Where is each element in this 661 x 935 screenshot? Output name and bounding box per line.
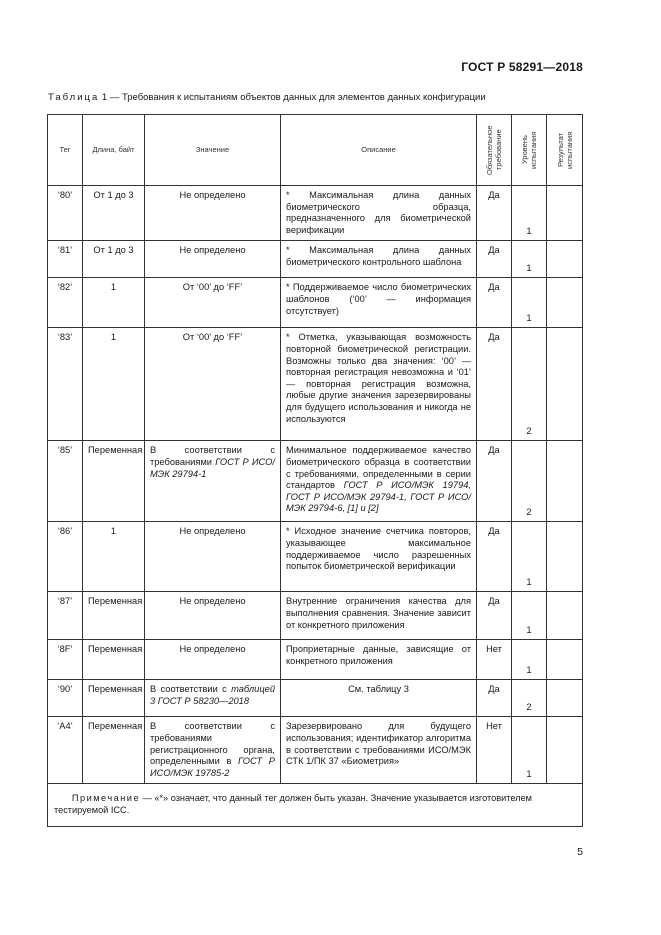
caption-label: Таблица — [48, 92, 100, 103]
cell-description — [281, 680, 477, 717]
value-text: Не определено — [179, 526, 246, 537]
value-reference: ГОСТ Р ИСО/МЭК 29794-1 — [150, 456, 275, 479]
cell-description — [281, 328, 477, 441]
table-header-row — [48, 115, 583, 186]
value-reference: таблицей 3 ГОСТ Р 58230—2018 — [150, 684, 275, 706]
description-reference: ГОСТ Р ИСО/МЭК 19794, ГОСТ Р ИСО/МЭК 29794-1, ГОСТ Р ИСО/МЭК 29794-6, [1] и [2] — [286, 480, 471, 514]
table-row — [48, 680, 583, 717]
description-text: * Максимальная длина данных биометрического образца, предназначенного для биометрической верификации — [286, 190, 471, 235]
description-text: Зарезервировано для будущего использования; идентификатор алгоритма в соответствии с требованиями ИСО/МЭК СТК 1/ПК 37 «Биометрия» — [286, 721, 471, 767]
cell-description — [281, 717, 477, 784]
table-caption — [48, 92, 486, 103]
description-text: * Исходное значение счетчика повторов, указывающее максимальное поддерживаемое число разрешенных попыток биометрической верификации — [286, 526, 471, 572]
cell-mandatory: Нет — [477, 717, 512, 784]
table-row — [48, 241, 583, 278]
level-value: 1 — [526, 768, 532, 779]
cell-mandatory: Да — [477, 328, 512, 441]
cell-value — [145, 328, 281, 441]
description-text: * Максимальная длина данных биометрического контрольного шаблона — [286, 245, 471, 267]
cell-description — [281, 186, 477, 241]
level-value: 1 — [526, 225, 532, 236]
cell-length: 1 — [83, 278, 145, 328]
cell-length: Переменная — [83, 640, 145, 680]
cell-value — [145, 717, 281, 784]
cell-value — [145, 278, 281, 328]
cell-tag: ‘A4’ — [48, 717, 83, 784]
cell-level — [512, 278, 547, 328]
level-value: 2 — [526, 506, 532, 517]
document-code: ГОСТ Р 58291—2018 — [461, 60, 583, 74]
cell-level — [512, 640, 547, 680]
cell-description — [281, 640, 477, 680]
value-text: Не определено — [179, 245, 246, 256]
cell-value — [145, 441, 281, 522]
cell-tag: ‘80’ — [48, 186, 83, 241]
cell-length: Переменная — [83, 680, 145, 717]
cell-result — [547, 522, 583, 592]
cell-result — [547, 241, 583, 278]
header-tag: Тег — [48, 115, 83, 186]
header-value: Значение — [145, 115, 281, 186]
cell-length: От 1 до 3 — [83, 241, 145, 278]
cell-result — [547, 278, 583, 328]
cell-mandatory: Да — [477, 680, 512, 717]
description-text: Минимальное поддерживаемое качество биометрического образца в соответствии с требованиями, определенными в серии стандартов — [286, 445, 471, 491]
cell-level — [512, 241, 547, 278]
header-length: Длина, байт — [83, 115, 145, 186]
cell-result — [547, 592, 583, 640]
cell-result — [547, 640, 583, 680]
cell-level — [512, 522, 547, 592]
table-note — [48, 784, 583, 827]
cell-length: От 1 до 3 — [83, 186, 145, 241]
table-note-row — [48, 784, 583, 827]
table-row — [48, 186, 583, 241]
cell-level — [512, 717, 547, 784]
cell-tag: ‘90’ — [48, 680, 83, 717]
cell-mandatory: Да — [477, 441, 512, 522]
cell-level — [512, 592, 547, 640]
cell-tag: ‘82’ — [48, 278, 83, 328]
cell-level — [512, 441, 547, 522]
cell-result — [547, 328, 583, 441]
description-text: Внутренние ограничения качества для выполнения сравнения. Значение зависит от конкретного приложения — [286, 596, 471, 630]
level-value: 1 — [526, 262, 532, 273]
table-row — [48, 640, 583, 680]
cell-value — [145, 640, 281, 680]
cell-mandatory: Нет — [477, 640, 512, 680]
cell-description — [281, 592, 477, 640]
cell-length: Переменная — [83, 441, 145, 522]
cell-tag: ‘86’ — [48, 522, 83, 592]
cell-description — [281, 278, 477, 328]
cell-result — [547, 186, 583, 241]
cell-value — [145, 680, 281, 717]
level-value: 2 — [526, 425, 532, 436]
cell-mandatory: Да — [477, 592, 512, 640]
header-result: Результат испытания — [547, 115, 583, 186]
cell-length: Переменная — [83, 717, 145, 784]
cell-value — [145, 592, 281, 640]
description-text: См. таблицу 3 — [348, 684, 409, 695]
table-row — [48, 592, 583, 640]
cell-description — [281, 441, 477, 522]
description-text: Проприетарные данные, зависящие от конкретного приложения — [286, 644, 471, 666]
header-description: Описание — [281, 115, 477, 186]
value-text: В соответствии с требованиями — [150, 445, 275, 467]
cell-result — [547, 680, 583, 717]
cell-tag: ‘81’ — [48, 241, 83, 278]
table-row — [48, 522, 583, 592]
value-text: В соответствии с требованиями регистрационного органа, определенными в — [150, 721, 275, 767]
cell-mandatory: Да — [477, 186, 512, 241]
cell-level — [512, 328, 547, 441]
caption-number: 1 — [101, 92, 108, 103]
cell-mandatory: Да — [477, 241, 512, 278]
note-label: Примечание — [71, 793, 141, 804]
header-mandatory: Обязательное требование — [477, 115, 512, 186]
cell-description — [281, 522, 477, 592]
cell-length: 1 — [83, 328, 145, 441]
cell-tag: ‘85’ — [48, 441, 83, 522]
cell-level — [512, 680, 547, 717]
cell-description — [281, 241, 477, 278]
value-text: От ‘00’ до ‘FF’ — [182, 282, 243, 293]
value-reference: ГОСТ Р ИСО/МЭК 19785-2 — [150, 756, 275, 778]
value-text: Не определено — [179, 596, 246, 607]
cell-result — [547, 441, 583, 522]
cell-value — [145, 186, 281, 241]
cell-mandatory: Да — [477, 522, 512, 592]
cell-tag: ‘87’ — [48, 592, 83, 640]
cell-value — [145, 522, 281, 592]
level-value: 1 — [526, 576, 532, 587]
cell-level — [512, 186, 547, 241]
note-text: — «*» означает, что данный тег должен быть указан. Значение указывается изготовителем тестируемой ICC. — [54, 793, 532, 816]
table-row — [48, 717, 583, 784]
cell-value — [145, 241, 281, 278]
level-value: 1 — [526, 624, 532, 635]
level-value: 1 — [526, 312, 532, 323]
level-value: 1 — [526, 664, 532, 675]
description-text: * Поддерживаемое число биометрических шаблонов (‘00’ — информация отсутствует) — [286, 282, 471, 316]
value-text: Не определено — [179, 644, 246, 655]
value-text: От ‘00’ до ‘FF’ — [182, 332, 243, 343]
cell-tag: ‘8F’ — [48, 640, 83, 680]
cell-tag: ‘83’ — [48, 328, 83, 441]
cell-mandatory: Да — [477, 278, 512, 328]
value-text: Не определено — [179, 190, 246, 200]
value-text: В соответствии с — [150, 684, 227, 695]
caption-text: — Требования к испытаниям объектов данных для элементов данных конфигурации — [109, 92, 486, 103]
requirements-table — [47, 114, 583, 827]
table-row — [48, 441, 583, 522]
page-number: 5 — [577, 846, 583, 858]
cell-length: 1 — [83, 522, 145, 592]
description-text: * Отметка, указывающая возможность повторной биометрической регистрации. Возможны только два значения: ‘00’ — повторная регистрация невозможна и ‘01’ — повторная регистрация возможна, любые другие значения зарезервированы для будущего использования и никогда не используются — [286, 332, 471, 424]
cell-length: Переменная — [83, 592, 145, 640]
header-level: Уровень испытания — [512, 115, 547, 186]
table-row — [48, 328, 583, 441]
level-value: 2 — [526, 701, 532, 712]
table-row — [48, 278, 583, 328]
cell-result — [547, 717, 583, 784]
